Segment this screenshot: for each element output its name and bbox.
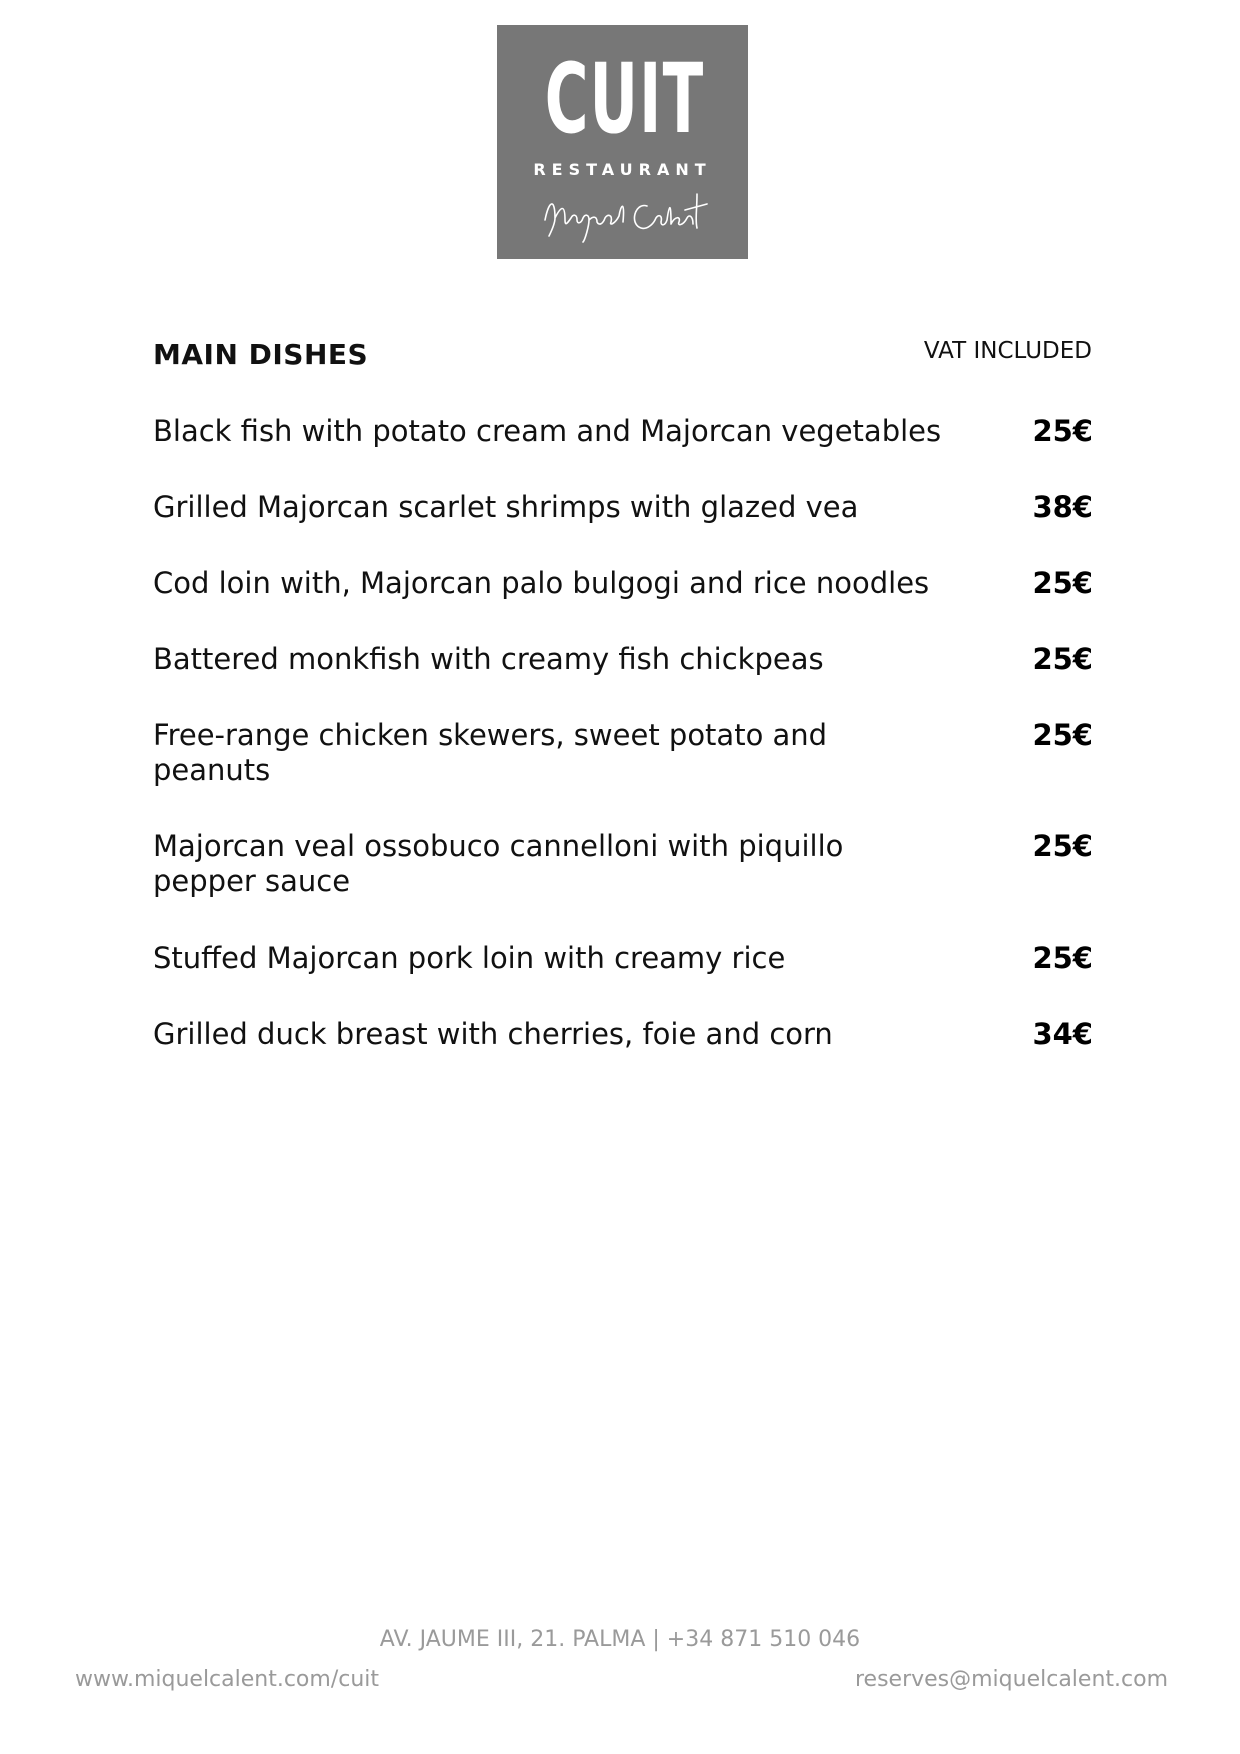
dish-price: 25€ — [1032, 642, 1093, 676]
website-link[interactable]: www.miquelcalent.com/cuit — [75, 1667, 380, 1692]
dish-price: 25€ — [1032, 941, 1093, 975]
dish-name: Grilled duck breast with cherries, foie and corn — [153, 1017, 833, 1051]
dish-name: Black fish with potato cream and Majorcan vegetables — [153, 414, 942, 448]
dish-name: Grilled Majorcan scarlet shrimps with glazed vea — [153, 490, 859, 524]
dish-name — [153, 718, 827, 788]
restaurant-logo — [497, 25, 748, 259]
dish-name: Stuffed Majorcan pork loin with creamy rice — [153, 941, 786, 975]
dish-price: 25€ — [1032, 566, 1093, 600]
dish-name-line1: Free-range chicken skewers, sweet potato and — [153, 718, 828, 752]
dish-price: 38€ — [1032, 490, 1093, 524]
logo-name: CUIT — [544, 43, 705, 155]
dish-price: 25€ — [1032, 718, 1093, 752]
email-link[interactable]: reserves@miquelcalent.com — [854, 1667, 1168, 1692]
signature-mark — [537, 180, 712, 250]
dish-name: Battered monkfish with creamy fish chickpeas — [153, 642, 824, 676]
dish-name-line2: peanuts — [153, 753, 271, 787]
dish-name: Cod loin with, Majorcan palo bulgogi and rice noodles — [153, 566, 930, 600]
dish-name-line2: pepper sauce — [153, 864, 351, 898]
dish-price: 25€ — [1032, 829, 1093, 863]
logo-subtitle: RESTAURANT — [533, 160, 712, 179]
dish-price: 25€ — [1032, 414, 1093, 448]
vat-note: VAT INCLUDED — [923, 338, 1092, 364]
dish-name-line1: Majorcan veal ossobuco cannelloni with piquillo — [153, 829, 844, 863]
dish-price: 34€ — [1032, 1017, 1093, 1051]
dish-name — [153, 829, 843, 899]
footer-address: AV. JAUME III, 21. PALMA | +34 871 510 046 — [379, 1627, 861, 1652]
section-title: MAIN DISHES — [153, 338, 369, 371]
